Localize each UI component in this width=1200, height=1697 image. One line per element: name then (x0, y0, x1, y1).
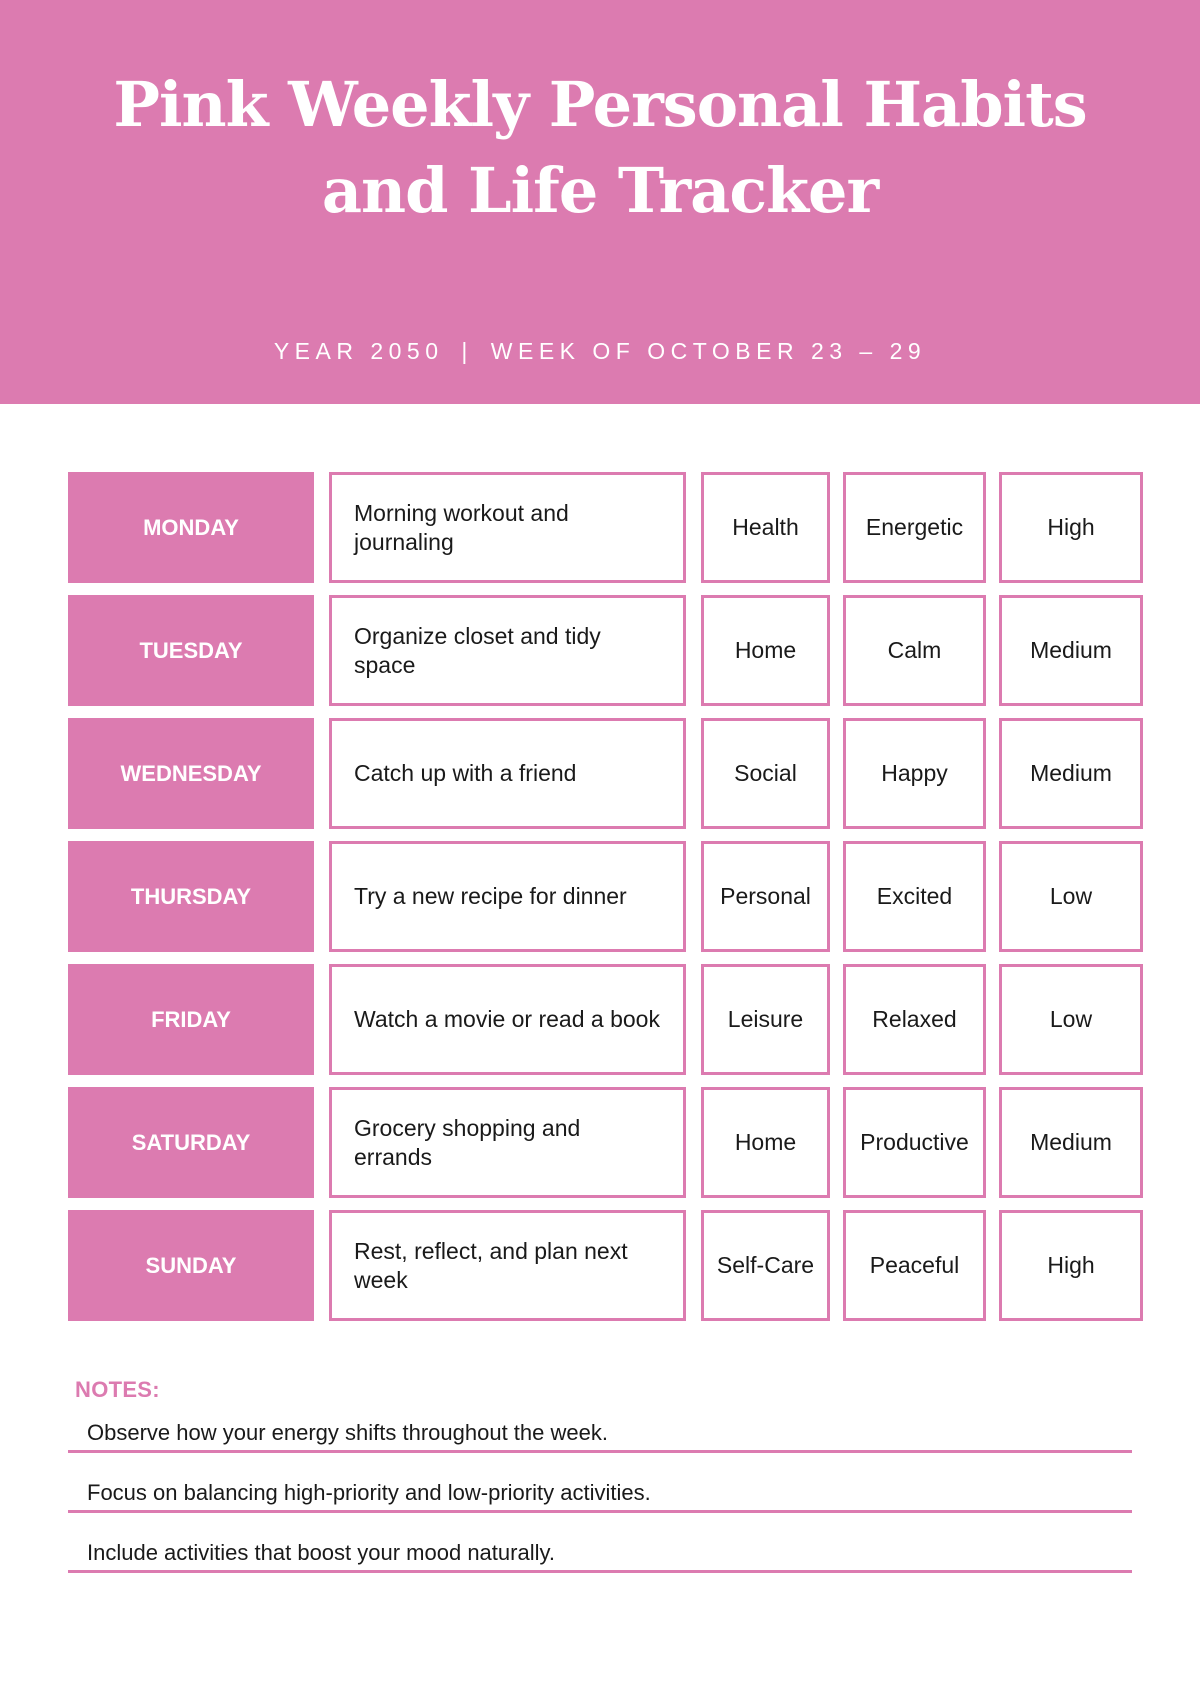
page-title: Pink Weekly Personal Habits and Life Tracker (113, 68, 1087, 227)
day-cell: THURSDAY (68, 841, 314, 952)
category-cell: Home (701, 1087, 830, 1198)
header-banner (0, 0, 1200, 404)
tracker-row-saturday (68, 1087, 1143, 1198)
activity-cell: Watch a movie or read a book (329, 964, 686, 1075)
priority-cell: High (999, 1210, 1143, 1321)
tracker-row-friday (68, 964, 1143, 1075)
category-cell: Home (701, 595, 830, 706)
category-cell: Health (701, 472, 830, 583)
category-cell: Social (701, 718, 830, 829)
mood-cell: Productive (843, 1087, 986, 1198)
priority-cell: Medium (999, 595, 1143, 706)
priority-cell: Low (999, 964, 1143, 1075)
notes-heading: NOTES: (75, 1377, 160, 1402)
activity-cell: Grocery shopping and errands (329, 1087, 686, 1198)
year-label: YEAR 2050 (273, 338, 444, 364)
day-cell: FRIDAY (68, 964, 314, 1075)
tracker-row-wednesday (68, 718, 1143, 829)
day-cell: MONDAY (68, 472, 314, 583)
priority-cell: High (999, 472, 1143, 583)
mood-cell: Excited (843, 841, 986, 952)
day-cell: WEDNESDAY (68, 718, 314, 829)
mood-cell: Peaceful (843, 1210, 986, 1321)
mood-cell: Calm (843, 595, 986, 706)
day-cell: SATURDAY (68, 1087, 314, 1198)
priority-cell: Medium (999, 1087, 1143, 1198)
activity-cell: Catch up with a friend (329, 718, 686, 829)
activity-cell: Morning workout and journaling (329, 472, 686, 583)
mood-cell: Happy (843, 718, 986, 829)
activity-cell: Rest, reflect, and plan next week (329, 1210, 686, 1321)
activity-cell: Try a new recipe for dinner (329, 841, 686, 952)
mood-cell: Energetic (843, 472, 986, 583)
note-text: Focus on balancing high-priority and low-priority activities. (87, 1480, 651, 1505)
activity-cell: Organize closet and tidy space (329, 595, 686, 706)
day-cell: SUNDAY (68, 1210, 314, 1321)
note-line (68, 1416, 1132, 1453)
page-subtitle (0, 335, 1200, 367)
category-cell: Self-Care (701, 1210, 830, 1321)
tracker-row-thursday (68, 841, 1143, 952)
note-text: Include activities that boost your mood naturally. (87, 1540, 555, 1565)
category-cell: Leisure (701, 964, 830, 1075)
priority-cell: Low (999, 841, 1143, 952)
subtitle-separator: | (461, 338, 473, 364)
priority-cell: Medium (999, 718, 1143, 829)
tracker-row-tuesday (68, 595, 1143, 706)
tracker-row-sunday (68, 1210, 1143, 1321)
note-text: Observe how your energy shifts throughout the week. (87, 1420, 608, 1445)
week-label: WEEK OF OCTOBER 23 – 29 (490, 338, 927, 364)
day-cell: TUESDAY (68, 595, 314, 706)
tracker-row-monday (68, 472, 1143, 583)
note-line (68, 1476, 1132, 1513)
mood-cell: Relaxed (843, 964, 986, 1075)
category-cell: Personal (701, 841, 830, 952)
note-line (68, 1536, 1132, 1573)
